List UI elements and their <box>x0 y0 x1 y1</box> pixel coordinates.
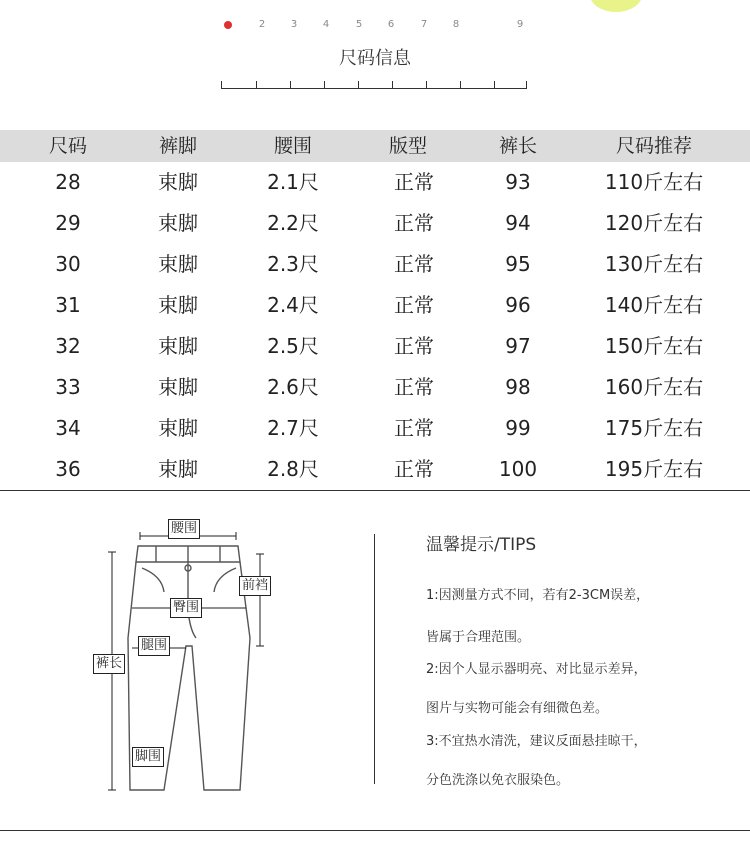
label-hem: 脚围 <box>132 747 164 767</box>
cell-hem-type: 束脚 <box>158 334 198 358</box>
page-dot[interactable]: 4 <box>322 19 330 30</box>
header-length: 裤长 <box>498 135 537 157</box>
header-hem-type: 裤脚 <box>158 135 197 157</box>
ruler-tick <box>426 81 427 89</box>
cell-length: 99 <box>505 416 531 440</box>
ruler-tick <box>526 81 527 89</box>
cell-recommend: 150斤左右 <box>604 334 704 358</box>
cell-size: 36 <box>55 457 81 481</box>
page-dot[interactable]: 8 <box>452 19 460 30</box>
cell-recommend: 120斤左右 <box>604 211 704 235</box>
cell-fit: 正常 <box>394 457 434 481</box>
label-length: 裤长 <box>93 654 125 674</box>
cell-waist: 2.6尺 <box>267 375 319 399</box>
page-indicator <box>218 18 530 34</box>
table-row <box>0 244 750 285</box>
page-title: 尺码信息 <box>339 48 411 69</box>
cell-hem-type: 束脚 <box>158 375 198 399</box>
page-dot[interactable]: 5 <box>355 19 363 30</box>
header-recommend: 尺码推荐 <box>615 135 692 157</box>
cell-size: 28 <box>55 170 81 194</box>
header-waist: 腰围 <box>273 135 312 157</box>
cell-hem-type: 束脚 <box>158 252 198 276</box>
table-row <box>0 285 750 326</box>
table-row <box>0 449 750 490</box>
cell-waist: 2.8尺 <box>267 457 319 481</box>
header-fit: 版型 <box>388 135 427 157</box>
page-dot[interactable]: 6 <box>387 19 395 30</box>
cell-fit: 正常 <box>394 334 434 358</box>
cell-size: 29 <box>55 211 81 235</box>
cell-length: 100 <box>498 457 538 481</box>
cell-hem-type: 束脚 <box>158 457 198 481</box>
label-thigh: 腿围 <box>138 636 170 656</box>
vertical-divider <box>374 534 375 784</box>
ruler-tick <box>392 81 393 89</box>
table-row <box>0 408 750 449</box>
tip-line: 皆属于合理范围。 <box>426 630 531 645</box>
tip-line: 图片与实物可能会有细微色差。 <box>426 701 609 716</box>
cell-waist: 2.1尺 <box>267 170 319 194</box>
table-row <box>0 162 750 203</box>
tip-line: 3:不宜热水清洗，建议反面悬挂晾干， <box>426 734 647 749</box>
cell-fit: 正常 <box>394 170 434 194</box>
ruler-tick <box>494 81 495 89</box>
cell-length: 98 <box>505 375 531 399</box>
cell-size: 32 <box>55 334 81 358</box>
pants-measurement-diagram <box>90 518 290 800</box>
header-size: 尺码 <box>48 135 87 157</box>
ruler-line <box>221 88 527 89</box>
ruler-tick <box>256 81 257 89</box>
page-dot[interactable]: 7 <box>420 19 428 30</box>
page-dot[interactable]: 2 <box>258 19 266 30</box>
cell-waist: 2.3尺 <box>267 252 319 276</box>
page-dot[interactable]: 3 <box>290 19 298 30</box>
cell-recommend: 110斤左右 <box>604 170 704 194</box>
cell-waist: 2.7尺 <box>267 416 319 440</box>
cell-waist: 2.2尺 <box>267 211 319 235</box>
cell-waist: 2.5尺 <box>267 334 319 358</box>
cell-recommend: 130斤左右 <box>604 252 704 276</box>
ruler-tick <box>460 81 461 89</box>
cell-size: 31 <box>55 293 81 317</box>
cell-recommend: 195斤左右 <box>604 457 704 481</box>
cell-size: 30 <box>55 252 81 276</box>
page-dot-active[interactable] <box>218 18 238 29</box>
tip-line: 1:因测量方式不同，若有2-3CM误差， <box>426 588 650 603</box>
cell-fit: 正常 <box>394 252 434 276</box>
cell-recommend: 140斤左右 <box>604 293 704 317</box>
ruler-tick <box>290 81 291 89</box>
cell-size: 33 <box>55 375 81 399</box>
ruler-tick <box>221 81 222 89</box>
page-dot[interactable]: 9 <box>516 19 524 30</box>
section-divider <box>0 490 750 491</box>
label-hip: 臀围 <box>170 598 202 618</box>
cell-length: 97 <box>505 334 531 358</box>
cell-length: 96 <box>505 293 531 317</box>
cell-length: 95 <box>505 252 531 276</box>
label-front-rise: 前裆 <box>239 576 271 596</box>
cell-fit: 正常 <box>394 375 434 399</box>
cell-length: 93 <box>505 170 531 194</box>
cell-hem-type: 束脚 <box>158 211 198 235</box>
cell-recommend: 160斤左右 <box>604 375 704 399</box>
tip-line: 2:因个人显示器明亮、对比显示差异， <box>426 662 647 677</box>
table-row <box>0 367 750 408</box>
table-row <box>0 326 750 367</box>
cell-recommend: 175斤左右 <box>604 416 704 440</box>
cell-waist: 2.4尺 <box>267 293 319 317</box>
cell-fit: 正常 <box>394 416 434 440</box>
bottom-divider <box>0 830 750 831</box>
cell-hem-type: 束脚 <box>158 293 198 317</box>
cell-size: 34 <box>55 416 81 440</box>
tip-line: 分色洗涤以免衣服染色。 <box>426 773 570 788</box>
ruler-tick <box>358 81 359 89</box>
size-table-header <box>0 130 750 162</box>
tips-title: 温馨提示/TIPS <box>426 535 537 555</box>
ruler-tick <box>324 81 325 89</box>
table-row <box>0 203 750 244</box>
decorative-blob <box>590 0 642 12</box>
cell-length: 94 <box>505 211 531 235</box>
cell-hem-type: 束脚 <box>158 170 198 194</box>
label-waist: 腰围 <box>168 519 200 539</box>
cell-fit: 正常 <box>394 293 434 317</box>
cell-fit: 正常 <box>394 211 434 235</box>
cell-hem-type: 束脚 <box>158 416 198 440</box>
